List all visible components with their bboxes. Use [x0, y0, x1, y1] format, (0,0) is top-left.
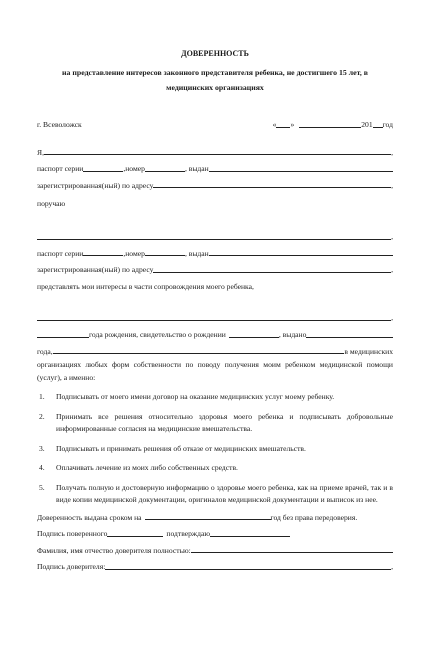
passport-series-blank[interactable] [83, 170, 123, 172]
trailing-comma: , [391, 180, 393, 190]
passport-issued-blank[interactable] [209, 170, 393, 172]
term-blank[interactable] [145, 518, 271, 520]
number-label: ,номер [123, 164, 145, 174]
document-subtitle [37, 65, 393, 95]
term-prefix: Доверенность выдана сроком на [37, 512, 142, 522]
item-number: 1. [39, 392, 45, 402]
trailing-comma: , [391, 147, 393, 157]
passport-series-label: паспорт серии [37, 248, 84, 258]
list-item [37, 411, 393, 436]
certify-blank[interactable] [210, 535, 290, 537]
item-text: Подписывать от моего имени договор на оказание медицинских услуг моему ребенку. [56, 392, 335, 402]
registered-label: зарегистрированная(ный) по адресу [37, 265, 154, 275]
certificate-issued-blank[interactable] [306, 336, 393, 338]
passport-row-2 [37, 250, 393, 258]
city-date-row [37, 121, 393, 129]
month-blank[interactable] [299, 126, 361, 128]
birth-row [37, 331, 393, 339]
issued-label: , выдан [184, 164, 209, 174]
item-text: Принимать все решения относительно здоровья моего ребенка и подписывать добровольные информированные согласия на медицинские вмешательства. [56, 411, 393, 434]
i-label: Я, [37, 147, 44, 157]
principal-sign-blank[interactable] [105, 568, 391, 570]
principal-sign-label: Подпись доверителя: [37, 562, 106, 572]
term-suffix: год без права передоверия. [270, 512, 358, 522]
principal-sign-row [37, 563, 393, 571]
year-prefix: 201 [361, 120, 373, 129]
year-row [37, 348, 393, 356]
birth-year-label: года рождения, свидетельство о рождении [89, 329, 226, 339]
represent-row [37, 283, 393, 291]
certificate-number-blank[interactable] [229, 336, 279, 338]
entrust-label: поручаю [37, 199, 66, 209]
item-number: 2. [39, 411, 45, 421]
passport-issued-blank[interactable] [209, 254, 393, 256]
entrust-row [37, 200, 393, 208]
attorney-sign-label: Подпись поверенного [37, 529, 108, 539]
represent-text: представлять мои интересы в части сопровождения моего ребенка, [37, 281, 254, 291]
issued-short-label: , выдано [278, 329, 307, 339]
trailing-comma: , [391, 313, 393, 323]
trailing-comma: , [391, 562, 393, 572]
city-label: г. Всеволожск [37, 120, 82, 129]
trailing-comma: , [391, 265, 393, 275]
birth-year-blank[interactable] [37, 336, 89, 338]
attorney-sign-row [37, 530, 393, 538]
year-suffix: год [382, 120, 393, 129]
registered-address-blank[interactable] [153, 271, 391, 273]
registered-address-blank[interactable] [153, 186, 391, 188]
item-text: Подписывать и принимать решения об отказе от медицинских вмешательств. [56, 443, 306, 453]
full-name-blank[interactable] [191, 551, 393, 553]
passport-number-blank[interactable] [145, 170, 185, 172]
principal-name-blank[interactable] [44, 153, 391, 155]
child-name-blank[interactable] [37, 319, 391, 321]
date-field [273, 121, 393, 129]
passport-number-blank[interactable] [145, 254, 185, 256]
attorney-sign-blank[interactable] [107, 535, 163, 537]
certify-label: подтверждаю [166, 529, 211, 539]
full-name-label: Фамилия, имя отчество доверителя полностью: [37, 545, 191, 555]
powers-list [37, 391, 393, 507]
day-blank[interactable] [276, 126, 290, 128]
date-close-quote: » [290, 120, 295, 129]
trailing-comma: , [391, 231, 393, 241]
registered-label: зарегистрированная(ный) по адресу [37, 180, 154, 190]
subtitle-line-1: на представление интересов законного представителя ребенка, не достигшего 15 лет, в [62, 68, 368, 77]
list-item [37, 443, 393, 456]
registered-row-1 [37, 182, 393, 190]
subtitle-line-2: медицинских организациях [166, 83, 264, 92]
in-medical-label: в медицинских [344, 346, 393, 356]
passport-series-blank[interactable] [83, 254, 123, 256]
principal-name-row [37, 149, 393, 157]
item-number: 4. [39, 463, 45, 473]
document-title: ДОВЕРЕННОСТЬ [181, 49, 249, 58]
child-name-row [37, 314, 393, 322]
term-row [37, 514, 393, 522]
item-text: Получать полную и достоверную информацию о здоровье моего ребенка, как на приеме врачей, так и в виде копии медицинской документации, оригиналов медицинской документации и выписок из нее. [56, 482, 393, 505]
year-word: года, [37, 346, 53, 356]
date-open-quote: « [272, 120, 277, 129]
list-item [37, 482, 393, 507]
list-item [37, 462, 393, 475]
attorney-name-blank[interactable] [37, 238, 391, 240]
document-page [0, 50, 423, 650]
item-number: 3. [39, 443, 45, 453]
item-text: Оплачивать лечение из моих либо собственных средств. [56, 463, 238, 473]
item-number: 5. [39, 482, 45, 492]
attorney-name-row [37, 233, 393, 241]
organization-blank[interactable] [53, 352, 345, 354]
issued-label: , выдан [184, 248, 209, 258]
registered-row-2 [37, 266, 393, 274]
organizations-paragraph: организациях любых форм собственности по поводу получения моим ребенком медицинской помощи (услуг), а именно: [37, 360, 393, 382]
passport-row-1 [37, 165, 393, 173]
full-name-row [37, 547, 393, 555]
list-item [37, 391, 393, 404]
number-label: ,номер [123, 248, 145, 258]
year-blank[interactable] [373, 126, 383, 128]
passport-series-label: паспорт серии [37, 164, 84, 174]
